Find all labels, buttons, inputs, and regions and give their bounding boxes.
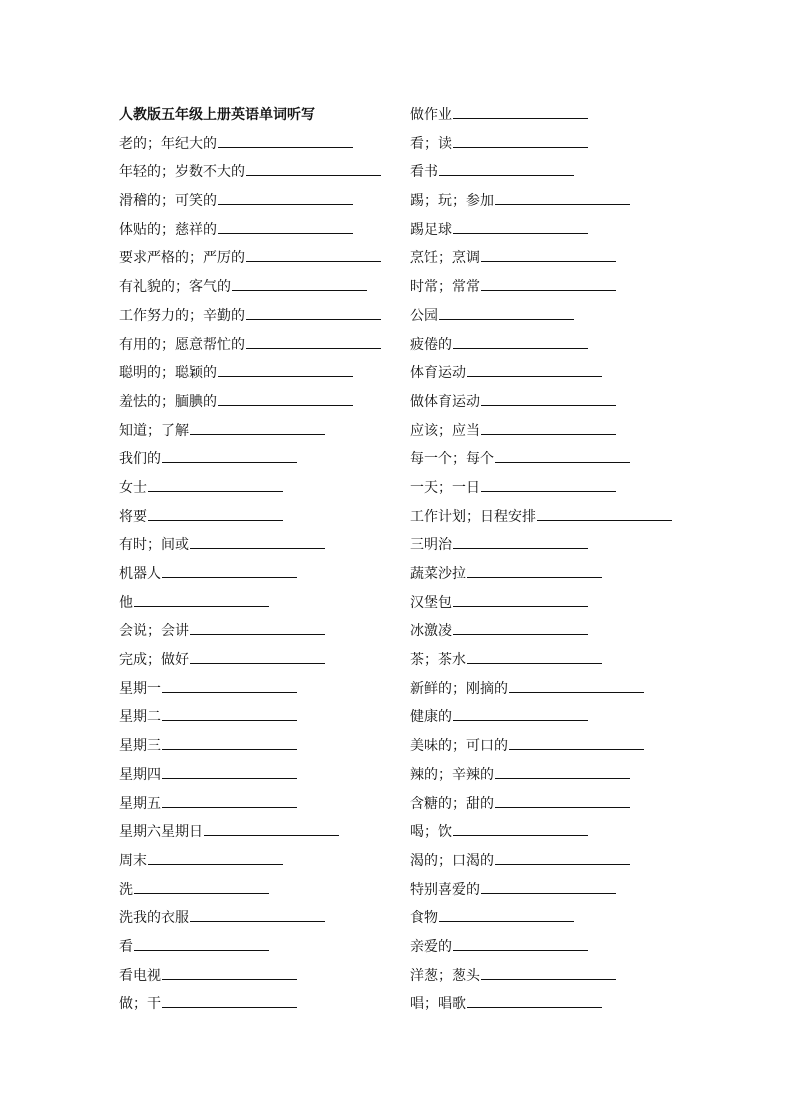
- dictation-item: [410, 158, 672, 187]
- answer-blank-line[interactable]: [453, 117, 588, 119]
- dictation-item: [410, 617, 672, 646]
- dictation-item: [410, 589, 672, 618]
- dictation-item: [410, 187, 672, 216]
- answer-blank-line[interactable]: [481, 289, 616, 291]
- dictation-item: [410, 933, 672, 962]
- answer-blank-line[interactable]: [190, 662, 325, 664]
- dictation-prompt: 星期一: [119, 680, 161, 697]
- answer-blank-line[interactable]: [453, 232, 588, 234]
- dictation-item: [119, 331, 381, 360]
- dictation-prompt: 看；读: [410, 135, 452, 152]
- dictation-prompt: 要求严格的；严厉的: [119, 250, 245, 267]
- dictation-prompt: 聪明的；聪颖的: [119, 365, 217, 382]
- answer-blank-line[interactable]: [246, 174, 381, 176]
- answer-blank-line[interactable]: [495, 863, 630, 865]
- dictation-item: [410, 675, 672, 704]
- dictation-prompt: 有礼貌的；客气的: [119, 279, 231, 296]
- dictation-prompt: 将要: [119, 508, 147, 525]
- dictation-prompt: 完成；做好: [119, 652, 189, 669]
- dictation-item: [410, 216, 672, 245]
- dictation-item: [119, 761, 381, 790]
- answer-blank-line[interactable]: [246, 347, 381, 349]
- right-column: [410, 101, 672, 1019]
- answer-blank-line[interactable]: [218, 146, 353, 148]
- dictation-item: [410, 876, 672, 905]
- dictation-prompt: 星期三: [119, 738, 161, 755]
- dictation-item: [119, 646, 381, 675]
- dictation-prompt: 疲倦的: [410, 336, 452, 353]
- dictation-item: [410, 703, 672, 732]
- dictation-item: [119, 933, 381, 962]
- dictation-prompt: 洗: [119, 881, 133, 898]
- dictation-prompt: 公园: [410, 307, 438, 324]
- answer-blank-line[interactable]: [453, 719, 588, 721]
- dictation-item: [119, 790, 381, 819]
- answer-blank-line[interactable]: [134, 949, 269, 951]
- answer-blank-line[interactable]: [439, 318, 574, 320]
- dictation-item: [410, 990, 672, 1019]
- dictation-prompt: 星期四: [119, 766, 161, 783]
- answer-blank-line[interactable]: [481, 433, 616, 435]
- dictation-prompt: 我们的: [119, 451, 161, 468]
- dictation-prompt: 喝；饮: [410, 824, 452, 841]
- answer-blank-line[interactable]: [453, 146, 588, 148]
- dictation-prompt: 会说；会讲: [119, 623, 189, 640]
- dictation-prompt: 周末: [119, 852, 147, 869]
- dictation-prompt: 踢；玩；参加: [410, 193, 494, 210]
- dictation-item: [410, 273, 672, 302]
- dictation-prompt: 看: [119, 938, 133, 955]
- answer-blank-line[interactable]: [218, 203, 353, 205]
- answer-blank-line[interactable]: [162, 576, 297, 578]
- answer-blank-line[interactable]: [190, 433, 325, 435]
- dictation-item: [410, 818, 672, 847]
- dictation-item: [119, 302, 381, 331]
- answer-blank-line[interactable]: [481, 892, 616, 894]
- dictation-prompt: 星期二: [119, 709, 161, 726]
- answer-blank-line[interactable]: [246, 318, 381, 320]
- answer-blank-line[interactable]: [495, 777, 630, 779]
- dictation-item: [410, 388, 672, 417]
- dictation-prompt: 工作计划；日程安排: [410, 508, 536, 525]
- dictation-prompt: 汉堡包: [410, 594, 452, 611]
- answer-blank-line[interactable]: [162, 691, 297, 693]
- dictation-item: [410, 847, 672, 876]
- dictation-item: [119, 876, 381, 905]
- dictation-prompt: 老的；年纪大的: [119, 135, 217, 152]
- dictation-prompt: 渴的；口渴的: [410, 852, 494, 869]
- dictation-item: [119, 244, 381, 273]
- dictation-item: [119, 962, 381, 991]
- answer-blank-line[interactable]: [162, 461, 297, 463]
- dictation-item: [119, 130, 381, 159]
- dictation-item: [119, 531, 381, 560]
- dictation-prompt: 有用的；愿意帮忙的: [119, 336, 245, 353]
- dictation-prompt: 冰激凌: [410, 623, 452, 640]
- answer-blank-line[interactable]: [509, 691, 644, 693]
- answer-blank-line[interactable]: [495, 461, 630, 463]
- answer-blank-line[interactable]: [162, 748, 297, 750]
- answer-blank-line[interactable]: [218, 404, 353, 406]
- dictation-item: [119, 417, 381, 446]
- answer-blank-line[interactable]: [467, 662, 602, 664]
- answer-blank-line[interactable]: [162, 777, 297, 779]
- dictation-prompt: 星期五: [119, 795, 161, 812]
- answer-blank-line[interactable]: [495, 806, 630, 808]
- dictation-item: [410, 531, 672, 560]
- answer-blank-line[interactable]: [481, 490, 616, 492]
- answer-blank-line[interactable]: [218, 375, 353, 377]
- answer-blank-line[interactable]: [537, 519, 672, 521]
- answer-blank-line[interactable]: [190, 920, 325, 922]
- answer-blank-line[interactable]: [134, 605, 269, 607]
- answer-blank-line[interactable]: [190, 633, 325, 635]
- dictation-prompt: 亲爱的: [410, 938, 452, 955]
- dictation-item: [119, 990, 381, 1019]
- dictation-item: [119, 158, 381, 187]
- answer-blank-line[interactable]: [453, 633, 588, 635]
- dictation-prompt: 烹饪；烹调: [410, 250, 480, 267]
- dictation-prompt: 有时；间或: [119, 537, 189, 554]
- answer-blank-line[interactable]: [148, 863, 283, 865]
- answer-blank-line[interactable]: [162, 719, 297, 721]
- dictation-prompt: 洗我的衣服: [119, 910, 189, 927]
- dictation-prompt: 机器人: [119, 566, 161, 582]
- dictation-prompt: 辣的；辛辣的: [410, 766, 494, 783]
- left-column: [119, 101, 381, 1019]
- dictation-item: [119, 847, 381, 876]
- dictation-item: [119, 359, 381, 388]
- dictation-prompt: 工作努力的；辛勤的: [119, 307, 245, 324]
- dictation-prompt: 知道；了解: [119, 422, 189, 439]
- dictation-prompt: 滑稽的；可笑的: [119, 193, 217, 210]
- dictation-item: [119, 388, 381, 417]
- dictation-item: [410, 302, 672, 331]
- dictation-item: [119, 904, 381, 933]
- dictation-item: [410, 646, 672, 675]
- dictation-item: [410, 904, 672, 933]
- dictation-prompt: 女士: [119, 479, 147, 496]
- answer-blank-line[interactable]: [190, 547, 325, 549]
- dictation-prompt: 做；干: [119, 996, 161, 1013]
- answer-blank-line[interactable]: [509, 748, 644, 750]
- dictation-item: [410, 962, 672, 991]
- answer-blank-line[interactable]: [439, 920, 574, 922]
- dictation-prompt: 应该；应当: [410, 422, 480, 439]
- dictation-prompt: 茶；茶水: [410, 652, 466, 669]
- answer-blank-line[interactable]: [481, 260, 616, 262]
- answer-blank-line[interactable]: [453, 834, 588, 836]
- answer-blank-line[interactable]: [467, 375, 602, 377]
- answer-blank-line[interactable]: [453, 547, 588, 549]
- dictation-item: [119, 216, 381, 245]
- dictation-item: [119, 560, 381, 589]
- dictation-item: [410, 130, 672, 159]
- dictation-prompt: 看电视: [119, 967, 161, 984]
- answer-blank-line[interactable]: [162, 806, 297, 808]
- dictation-item: [410, 503, 672, 532]
- dictation-item: [410, 244, 672, 273]
- dictation-prompt: 星期六星期日: [119, 824, 203, 841]
- dictation-prompt: 特别喜爱的: [410, 881, 480, 898]
- dictation-prompt: 做作业: [410, 107, 452, 123]
- dictation-prompt: 美味的；可口的: [410, 738, 508, 755]
- answer-blank-line[interactable]: [246, 260, 381, 262]
- dictation-prompt: 蔬菜沙拉: [410, 566, 466, 582]
- answer-blank-line[interactable]: [439, 174, 574, 176]
- dictation-item: [119, 617, 381, 646]
- dictation-item: [410, 761, 672, 790]
- dictation-item: [410, 474, 672, 503]
- answer-blank-line[interactable]: [453, 949, 588, 951]
- dictation-item: [410, 560, 672, 589]
- answer-blank-line[interactable]: [453, 605, 588, 607]
- dictation-item: [119, 474, 381, 503]
- answer-blank-line[interactable]: [148, 490, 283, 492]
- dictation-prompt: 看书: [410, 164, 438, 181]
- dictation-item: [119, 818, 381, 847]
- dictation-item: [119, 732, 381, 761]
- dictation-item: [119, 445, 381, 474]
- answer-blank-line[interactable]: [467, 1006, 602, 1008]
- answer-blank-line[interactable]: [481, 978, 616, 980]
- dictation-prompt: 新鲜的；刚摘的: [410, 680, 508, 697]
- dictation-item: [410, 790, 672, 819]
- dictation-prompt: 唱；唱歌: [410, 996, 466, 1013]
- dictation-item: [119, 675, 381, 704]
- dictation-prompt: 健康的: [410, 709, 452, 726]
- dictation-prompt: 含糖的；甜的: [410, 795, 494, 812]
- dictation-prompt: 食物: [410, 910, 438, 927]
- answer-blank-line[interactable]: [453, 347, 588, 349]
- dictation-prompt: 他: [119, 594, 133, 611]
- dictation-item: [119, 589, 381, 618]
- answer-blank-line[interactable]: [204, 834, 339, 836]
- dictation-item: [410, 101, 672, 130]
- dictation-item: [119, 703, 381, 732]
- dictation-item: [410, 359, 672, 388]
- answer-blank-line[interactable]: [232, 289, 367, 291]
- answer-blank-line[interactable]: [148, 519, 283, 521]
- dictation-item: [410, 417, 672, 446]
- dictation-prompt: 踢足球: [410, 221, 452, 238]
- answer-blank-line[interactable]: [162, 978, 297, 980]
- dictation-prompt: 体贴的；慈祥的: [119, 221, 217, 238]
- dictation-item: [410, 331, 672, 360]
- dictation-item: [119, 273, 381, 302]
- answer-blank-line[interactable]: [162, 1006, 297, 1008]
- dictation-item: [119, 503, 381, 532]
- answer-blank-line[interactable]: [495, 203, 630, 205]
- dictation-prompt: 做体育运动: [410, 393, 480, 410]
- dictation-item: [410, 732, 672, 761]
- dictation-prompt: 时常；常常: [410, 279, 480, 296]
- answer-blank-line[interactable]: [134, 892, 269, 894]
- dictation-prompt: 年轻的；岁数不大的: [119, 164, 245, 181]
- dictation-item: [410, 445, 672, 474]
- dictation-item: [119, 187, 381, 216]
- answer-blank-line[interactable]: [481, 404, 616, 406]
- dictation-prompt: 羞怯的；腼腆的: [119, 393, 217, 410]
- worksheet-title: 人教版五年级上册英语单词听写: [119, 107, 315, 123]
- dictation-prompt: 洋葱；葱头: [410, 967, 480, 984]
- dictation-prompt: 每一个；每个: [410, 451, 494, 468]
- dictation-prompt: 三明治: [410, 537, 452, 554]
- dictation-prompt: 体育运动: [410, 365, 466, 382]
- answer-blank-line[interactable]: [467, 576, 602, 578]
- dictation-prompt: 一天；一日: [410, 479, 480, 496]
- answer-blank-line[interactable]: [218, 232, 353, 234]
